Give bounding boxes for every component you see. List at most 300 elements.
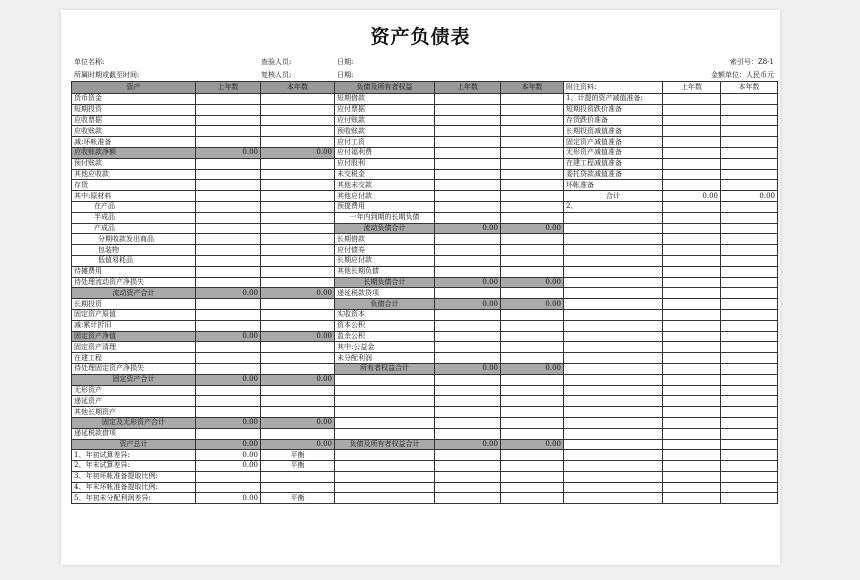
note-item bbox=[564, 439, 663, 450]
asset-curr-value bbox=[261, 309, 335, 320]
note-item: 合计 bbox=[564, 191, 663, 202]
note-prev-value bbox=[663, 428, 721, 439]
reviewer-label: 查验人员: bbox=[261, 58, 292, 66]
liability-prev-value bbox=[435, 461, 501, 472]
note-item bbox=[564, 266, 663, 277]
liability-curr-value bbox=[501, 471, 564, 482]
note-prev-value bbox=[663, 396, 721, 407]
asset-curr-value bbox=[261, 320, 335, 331]
table-row bbox=[72, 320, 778, 331]
asset-prev-value bbox=[196, 299, 261, 310]
liability-item: 长期借款 bbox=[335, 234, 435, 245]
asset-prev-value bbox=[196, 104, 261, 115]
liability-item: 短期借款 bbox=[335, 94, 435, 105]
liability-prev-value bbox=[435, 169, 501, 180]
note-prev-value bbox=[663, 320, 721, 331]
asset-curr-value: 0.00 bbox=[261, 288, 335, 299]
liability-item: 其他应付款 bbox=[335, 191, 435, 202]
liability-prev-value bbox=[435, 245, 501, 256]
liability-curr-value bbox=[501, 137, 564, 148]
asset-item: 产成品 bbox=[72, 223, 196, 234]
header-prev-year-3: 上年数 bbox=[663, 82, 721, 94]
asset-prev-value bbox=[196, 201, 261, 212]
asset-curr-value bbox=[261, 115, 335, 126]
table-row bbox=[72, 234, 778, 245]
asset-curr-value: 平衡 bbox=[261, 450, 335, 461]
asset-prev-value: 0.00 bbox=[196, 288, 261, 299]
note-curr-value bbox=[721, 450, 778, 461]
table-row bbox=[72, 245, 778, 256]
note-item: 无形资产减值准备 bbox=[564, 147, 663, 158]
asset-curr-value bbox=[261, 255, 335, 266]
liability-curr-value bbox=[501, 201, 564, 212]
table-row bbox=[72, 147, 778, 158]
asset-prev-value bbox=[196, 115, 261, 126]
asset-prev-value bbox=[196, 245, 261, 256]
table-row bbox=[72, 417, 778, 428]
liability-item bbox=[335, 461, 435, 472]
liability-curr-value bbox=[501, 212, 564, 223]
note-prev-value bbox=[663, 137, 721, 148]
note-curr-value bbox=[721, 309, 778, 320]
asset-item: 其他长期资产 bbox=[72, 407, 196, 418]
note-item: 委托贷款减值准备 bbox=[564, 169, 663, 180]
liability-item: 递延税款贷项 bbox=[335, 288, 435, 299]
asset-prev-value bbox=[196, 234, 261, 245]
liability-curr-value bbox=[501, 320, 564, 331]
asset-prev-value bbox=[196, 396, 261, 407]
period-label: 所属时期或截至时间: bbox=[74, 71, 140, 79]
liability-curr-value bbox=[501, 147, 564, 158]
checker-label: 复核人员: bbox=[261, 71, 292, 79]
note-item bbox=[564, 331, 663, 342]
asset-curr-value bbox=[261, 482, 335, 493]
note-item bbox=[564, 385, 663, 396]
asset-curr-value bbox=[261, 234, 335, 245]
note-curr-value bbox=[721, 245, 778, 256]
note-prev-value bbox=[663, 309, 721, 320]
note-curr-value bbox=[721, 137, 778, 148]
note-prev-value bbox=[663, 363, 721, 374]
liability-curr-value bbox=[501, 353, 564, 364]
table-row bbox=[72, 331, 778, 342]
note-item bbox=[564, 353, 663, 364]
asset-item: 递延税款借项 bbox=[72, 428, 196, 439]
asset-item: 应收票据 bbox=[72, 115, 196, 126]
liability-curr-value: 0.00 bbox=[501, 439, 564, 450]
note-prev-value: 0.00 bbox=[663, 191, 721, 202]
note-curr-value bbox=[721, 94, 778, 105]
note-item bbox=[564, 396, 663, 407]
table-row bbox=[72, 126, 778, 137]
liability-prev-value bbox=[435, 212, 501, 223]
asset-item: 固定资产清理 bbox=[72, 342, 196, 353]
note-item bbox=[564, 342, 663, 353]
header-curr-year-3: 本年数 bbox=[721, 82, 778, 94]
table-row bbox=[72, 471, 778, 482]
liability-curr-value bbox=[501, 158, 564, 169]
note-curr-value bbox=[721, 212, 778, 223]
liability-prev-value: 0.00 bbox=[435, 277, 501, 288]
liability-item: 资本公积 bbox=[335, 320, 435, 331]
liability-prev-value: 0.00 bbox=[435, 363, 501, 374]
liability-prev-value bbox=[435, 191, 501, 202]
liability-prev-value bbox=[435, 450, 501, 461]
note-prev-value bbox=[663, 471, 721, 482]
note-prev-value bbox=[663, 245, 721, 256]
asset-curr-value bbox=[261, 363, 335, 374]
liability-prev-value bbox=[435, 385, 501, 396]
asset-prev-value: 0.00 bbox=[196, 331, 261, 342]
liability-curr-value bbox=[501, 493, 564, 504]
table-row bbox=[72, 461, 778, 472]
note-curr-value bbox=[721, 320, 778, 331]
asset-curr-value bbox=[261, 266, 335, 277]
asset-prev-value bbox=[196, 309, 261, 320]
note-prev-value bbox=[663, 234, 721, 245]
asset-prev-value bbox=[196, 223, 261, 234]
liability-item: 未分配利润 bbox=[335, 353, 435, 364]
asset-curr-value bbox=[261, 94, 335, 105]
asset-curr-value: 0.00 bbox=[261, 374, 335, 385]
table-row bbox=[72, 309, 778, 320]
asset-prev-value bbox=[196, 482, 261, 493]
table-row bbox=[72, 223, 778, 234]
liability-item: 其他未交款 bbox=[335, 180, 435, 191]
note-curr-value bbox=[721, 180, 778, 191]
asset-item: 其他应收款 bbox=[72, 169, 196, 180]
liability-item bbox=[335, 385, 435, 396]
table-row bbox=[72, 374, 778, 385]
asset-curr-value: 0.00 bbox=[261, 331, 335, 342]
liability-prev-value bbox=[435, 374, 501, 385]
note-prev-value bbox=[663, 147, 721, 158]
note-prev-value bbox=[663, 158, 721, 169]
note-curr-value bbox=[721, 277, 778, 288]
asset-prev-value: 0.00 bbox=[196, 461, 261, 472]
liability-curr-value bbox=[501, 191, 564, 202]
liability-item: 应付工资 bbox=[335, 137, 435, 148]
liability-prev-value bbox=[435, 180, 501, 191]
note-item: 短期投资跌价准备 bbox=[564, 104, 663, 115]
liability-curr-value bbox=[501, 461, 564, 472]
liability-prev-value bbox=[435, 482, 501, 493]
asset-curr-value bbox=[261, 428, 335, 439]
note-curr-value bbox=[721, 115, 778, 126]
liability-prev-value bbox=[435, 428, 501, 439]
table-row bbox=[72, 482, 778, 493]
liability-item bbox=[335, 482, 435, 493]
note-prev-value bbox=[663, 417, 721, 428]
asset-prev-value bbox=[196, 266, 261, 277]
header-prev-year-2: 上年数 bbox=[435, 82, 501, 94]
liability-prev-value bbox=[435, 493, 501, 504]
liability-item: 长期负债合计 bbox=[335, 277, 435, 288]
liability-curr-value bbox=[501, 374, 564, 385]
note-item bbox=[564, 309, 663, 320]
liability-curr-value bbox=[501, 450, 564, 461]
liability-item: 预提费用 bbox=[335, 201, 435, 212]
asset-item: 固定资产净值 bbox=[72, 331, 196, 342]
liability-item: 应付账款 bbox=[335, 115, 435, 126]
table-row bbox=[72, 363, 778, 374]
asset-item: 固定及无形资产合计 bbox=[72, 417, 196, 428]
asset-curr-value: 0.00 bbox=[261, 417, 335, 428]
asset-prev-value bbox=[196, 191, 261, 202]
note-item: 固定资产减值准备 bbox=[564, 137, 663, 148]
liability-item bbox=[335, 407, 435, 418]
note-prev-value bbox=[663, 266, 721, 277]
asset-item: 在建工程 bbox=[72, 353, 196, 364]
asset-item: 分期收款发出商品 bbox=[72, 234, 196, 245]
asset-item: 存货 bbox=[72, 180, 196, 191]
asset-prev-value bbox=[196, 320, 261, 331]
note-prev-value bbox=[663, 439, 721, 450]
asset-item: 3、年初坏帐准备提取比例: bbox=[72, 471, 196, 482]
asset-item: 待处理流动资产净损失 bbox=[72, 277, 196, 288]
liability-item: 所有者权益合计 bbox=[335, 363, 435, 374]
table-row bbox=[72, 493, 778, 504]
note-item: 2、 bbox=[564, 201, 663, 212]
liability-curr-value bbox=[501, 309, 564, 320]
liability-prev-value bbox=[435, 126, 501, 137]
liability-curr-value bbox=[501, 396, 564, 407]
liability-curr-value bbox=[501, 331, 564, 342]
asset-curr-value bbox=[261, 180, 335, 191]
note-curr-value bbox=[721, 471, 778, 482]
currency-unit: 金额单位：人民币元 bbox=[711, 71, 774, 79]
asset-curr-value bbox=[261, 277, 335, 288]
note-prev-value bbox=[663, 342, 721, 353]
liability-prev-value bbox=[435, 309, 501, 320]
note-curr-value bbox=[721, 201, 778, 212]
note-prev-value bbox=[663, 331, 721, 342]
liability-prev-value bbox=[435, 320, 501, 331]
note-item bbox=[564, 428, 663, 439]
header-curr-year: 本年数 bbox=[261, 82, 335, 94]
asset-item: 应收账款 bbox=[72, 126, 196, 137]
liability-prev-value: 0.00 bbox=[435, 299, 501, 310]
asset-prev-value bbox=[196, 385, 261, 396]
note-curr-value bbox=[721, 126, 778, 137]
liability-prev-value bbox=[435, 342, 501, 353]
liability-item: 一年内到期的长期负债 bbox=[335, 212, 435, 223]
liability-item: 流动负债合计 bbox=[335, 223, 435, 234]
asset-item: 无形资产 bbox=[72, 385, 196, 396]
liability-prev-value bbox=[435, 137, 501, 148]
note-prev-value bbox=[663, 353, 721, 364]
note-item bbox=[564, 255, 663, 266]
asset-item: 固定资产合计 bbox=[72, 374, 196, 385]
asset-prev-value: 0.00 bbox=[196, 417, 261, 428]
note-curr-value bbox=[721, 342, 778, 353]
note-prev-value bbox=[663, 461, 721, 472]
liability-curr-value bbox=[501, 94, 564, 105]
asset-curr-value bbox=[261, 245, 335, 256]
liability-curr-value bbox=[501, 169, 564, 180]
liability-prev-value bbox=[435, 417, 501, 428]
liability-curr-value: 0.00 bbox=[501, 223, 564, 234]
liability-prev-value bbox=[435, 471, 501, 482]
asset-item: 流动资产合计 bbox=[72, 288, 196, 299]
liability-curr-value bbox=[501, 245, 564, 256]
note-curr-value bbox=[721, 255, 778, 266]
liability-prev-value bbox=[435, 331, 501, 342]
note-item: 存货跌价准备 bbox=[564, 115, 663, 126]
note-prev-value bbox=[663, 255, 721, 266]
liability-item: 应付股利 bbox=[335, 158, 435, 169]
asset-curr-value bbox=[261, 299, 335, 310]
asset-item: 预付账款 bbox=[72, 158, 196, 169]
table-row bbox=[72, 201, 778, 212]
table-row bbox=[72, 104, 778, 115]
asset-item: 待摊费用 bbox=[72, 266, 196, 277]
asset-prev-value bbox=[196, 94, 261, 105]
asset-prev-value bbox=[196, 137, 261, 148]
liability-curr-value bbox=[501, 288, 564, 299]
index-number: 索引号：Z8-1 bbox=[729, 58, 774, 66]
asset-item: 其中:原材料 bbox=[72, 191, 196, 202]
liability-curr-value bbox=[501, 385, 564, 396]
liability-prev-value bbox=[435, 266, 501, 277]
liability-curr-value: 0.00 bbox=[501, 277, 564, 288]
liability-item bbox=[335, 374, 435, 385]
asset-item: 低值易耗品 bbox=[72, 255, 196, 266]
liability-prev-value bbox=[435, 288, 501, 299]
asset-item: 1、年初试算差异: bbox=[72, 450, 196, 461]
liability-curr-value bbox=[501, 342, 564, 353]
asset-item: 递延资产 bbox=[72, 396, 196, 407]
note-prev-value bbox=[663, 288, 721, 299]
asset-curr-value bbox=[261, 104, 335, 115]
note-prev-value bbox=[663, 493, 721, 504]
liability-curr-value bbox=[501, 266, 564, 277]
asset-item: 应收账款净额 bbox=[72, 147, 196, 158]
note-prev-value bbox=[663, 277, 721, 288]
unit-name-label: 单位名称: bbox=[74, 58, 105, 66]
asset-curr-value: 0.00 bbox=[261, 147, 335, 158]
note-curr-value bbox=[721, 158, 778, 169]
header-notes: 附注资料: bbox=[564, 82, 663, 94]
note-prev-value bbox=[663, 94, 721, 105]
asset-curr-value bbox=[261, 191, 335, 202]
note-item bbox=[564, 320, 663, 331]
asset-item: 短期投资 bbox=[72, 104, 196, 115]
note-curr-value bbox=[721, 493, 778, 504]
header-assets: 资产 bbox=[72, 82, 196, 94]
note-item bbox=[564, 482, 663, 493]
asset-prev-value: 0.00 bbox=[196, 450, 261, 461]
liability-prev-value bbox=[435, 255, 501, 266]
table-row bbox=[72, 255, 778, 266]
asset-prev-value: 0.00 bbox=[196, 439, 261, 450]
note-curr-value bbox=[721, 461, 778, 472]
asset-curr-value bbox=[261, 342, 335, 353]
table-row bbox=[72, 277, 778, 288]
liability-item: 预收账款 bbox=[335, 126, 435, 137]
note-curr-value bbox=[721, 223, 778, 234]
liability-item: 负债及所有者权益合计 bbox=[335, 439, 435, 450]
asset-curr-value bbox=[261, 137, 335, 148]
table-row bbox=[72, 137, 778, 148]
asset-curr-value bbox=[261, 407, 335, 418]
table-row bbox=[72, 439, 778, 450]
liability-curr-value bbox=[501, 417, 564, 428]
liability-item: 未交税金 bbox=[335, 169, 435, 180]
date-label-2: 日期: bbox=[337, 71, 354, 79]
note-item bbox=[564, 461, 663, 472]
note-prev-value bbox=[663, 385, 721, 396]
liability-curr-value bbox=[501, 104, 564, 115]
balance-sheet-table bbox=[71, 81, 778, 504]
liability-prev-value bbox=[435, 234, 501, 245]
liability-prev-value bbox=[435, 407, 501, 418]
note-item bbox=[564, 212, 663, 223]
asset-prev-value bbox=[196, 169, 261, 180]
note-prev-value bbox=[663, 126, 721, 137]
asset-item: 包装物 bbox=[72, 245, 196, 256]
note-curr-value bbox=[721, 439, 778, 450]
note-curr-value bbox=[721, 428, 778, 439]
asset-item: 5、年初未分配利润差异: bbox=[72, 493, 196, 504]
asset-prev-value: 0.00 bbox=[196, 493, 261, 504]
note-prev-value bbox=[663, 407, 721, 418]
note-curr-value bbox=[721, 417, 778, 428]
table-row bbox=[72, 288, 778, 299]
note-item: 坏帐准备 bbox=[564, 180, 663, 191]
table-row bbox=[72, 180, 778, 191]
liability-item bbox=[335, 428, 435, 439]
asset-prev-value bbox=[196, 212, 261, 223]
asset-prev-value bbox=[196, 180, 261, 191]
liability-prev-value bbox=[435, 147, 501, 158]
asset-prev-value bbox=[196, 255, 261, 266]
header-curr-year-2: 本年数 bbox=[501, 82, 564, 94]
table-row bbox=[72, 94, 778, 105]
asset-prev-value bbox=[196, 428, 261, 439]
note-curr-value bbox=[721, 266, 778, 277]
liability-item: 长期应付款 bbox=[335, 255, 435, 266]
asset-item: 待处理固定资产净损失 bbox=[72, 363, 196, 374]
asset-prev-value bbox=[196, 353, 261, 364]
table-row bbox=[72, 450, 778, 461]
note-item bbox=[564, 450, 663, 461]
asset-curr-value bbox=[261, 471, 335, 482]
note-curr-value bbox=[721, 299, 778, 310]
asset-prev-value bbox=[196, 342, 261, 353]
liability-prev-value bbox=[435, 396, 501, 407]
asset-curr-value bbox=[261, 385, 335, 396]
note-prev-value bbox=[663, 169, 721, 180]
note-item bbox=[564, 234, 663, 245]
asset-curr-value bbox=[261, 396, 335, 407]
asset-item: 2、年末试算差异: bbox=[72, 461, 196, 472]
asset-item: 4、年末坏帐准备提取比例: bbox=[72, 482, 196, 493]
asset-item: 资产总计 bbox=[72, 439, 196, 450]
table-header-row bbox=[72, 82, 778, 94]
liability-prev-value bbox=[435, 353, 501, 364]
table-row bbox=[72, 396, 778, 407]
asset-curr-value: 0.00 bbox=[261, 439, 335, 450]
note-curr-value bbox=[721, 407, 778, 418]
note-item bbox=[564, 299, 663, 310]
note-curr-value bbox=[721, 374, 778, 385]
liability-item: 应付票据 bbox=[335, 104, 435, 115]
asset-item: 货币资金 bbox=[72, 94, 196, 105]
liability-prev-value bbox=[435, 158, 501, 169]
page-title: 资产负债表 bbox=[370, 26, 471, 48]
note-item bbox=[564, 493, 663, 504]
